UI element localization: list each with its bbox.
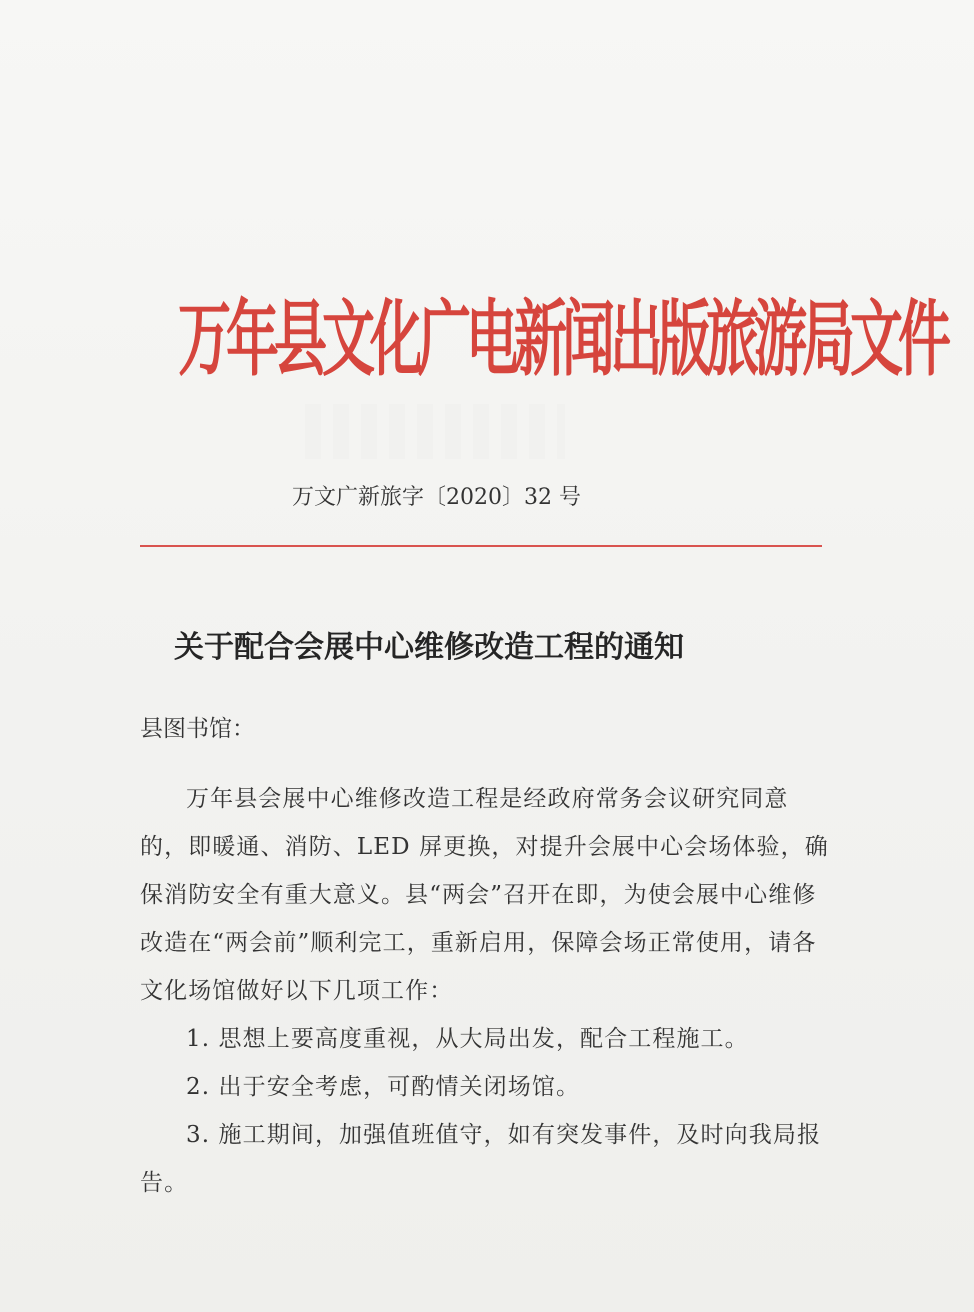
issuer-masthead: 万年县文化广电新闻出版旅游局文件 [178, 293, 946, 388]
notice-title: 关于配合会展中心维修改造工程的通知 [174, 630, 684, 666]
main-paragraph: 万年县会展中心维修改造工程是经政府常务会议研究同意的，即暖通、消防、LED 屏更换，对提升会展中心会场体验，确保消防安全有重大意义。县“两会”召开在即，为使会展中心维修改造在“两会前”顺利完工，重新启用，保障会场正常使用，请各文化场馆做好以下几项工作： [140, 786, 829, 1004]
addressee: 县图书馆： [140, 716, 255, 742]
work-item-2: 2. 出于安全考虑，可酌情关闭场馆。 [186, 1074, 581, 1100]
work-item-3: 3. 施工期间，加强值班值守，如有突发事件，及时向我局报告。 [140, 1122, 822, 1196]
work-item-1: 1. 思想上要高度重视，从大局出发，配合工程施工。 [186, 1026, 749, 1052]
red-divider-line [140, 545, 822, 547]
document-number: 万文广新旅字〔2020〕32 号 [292, 485, 581, 510]
